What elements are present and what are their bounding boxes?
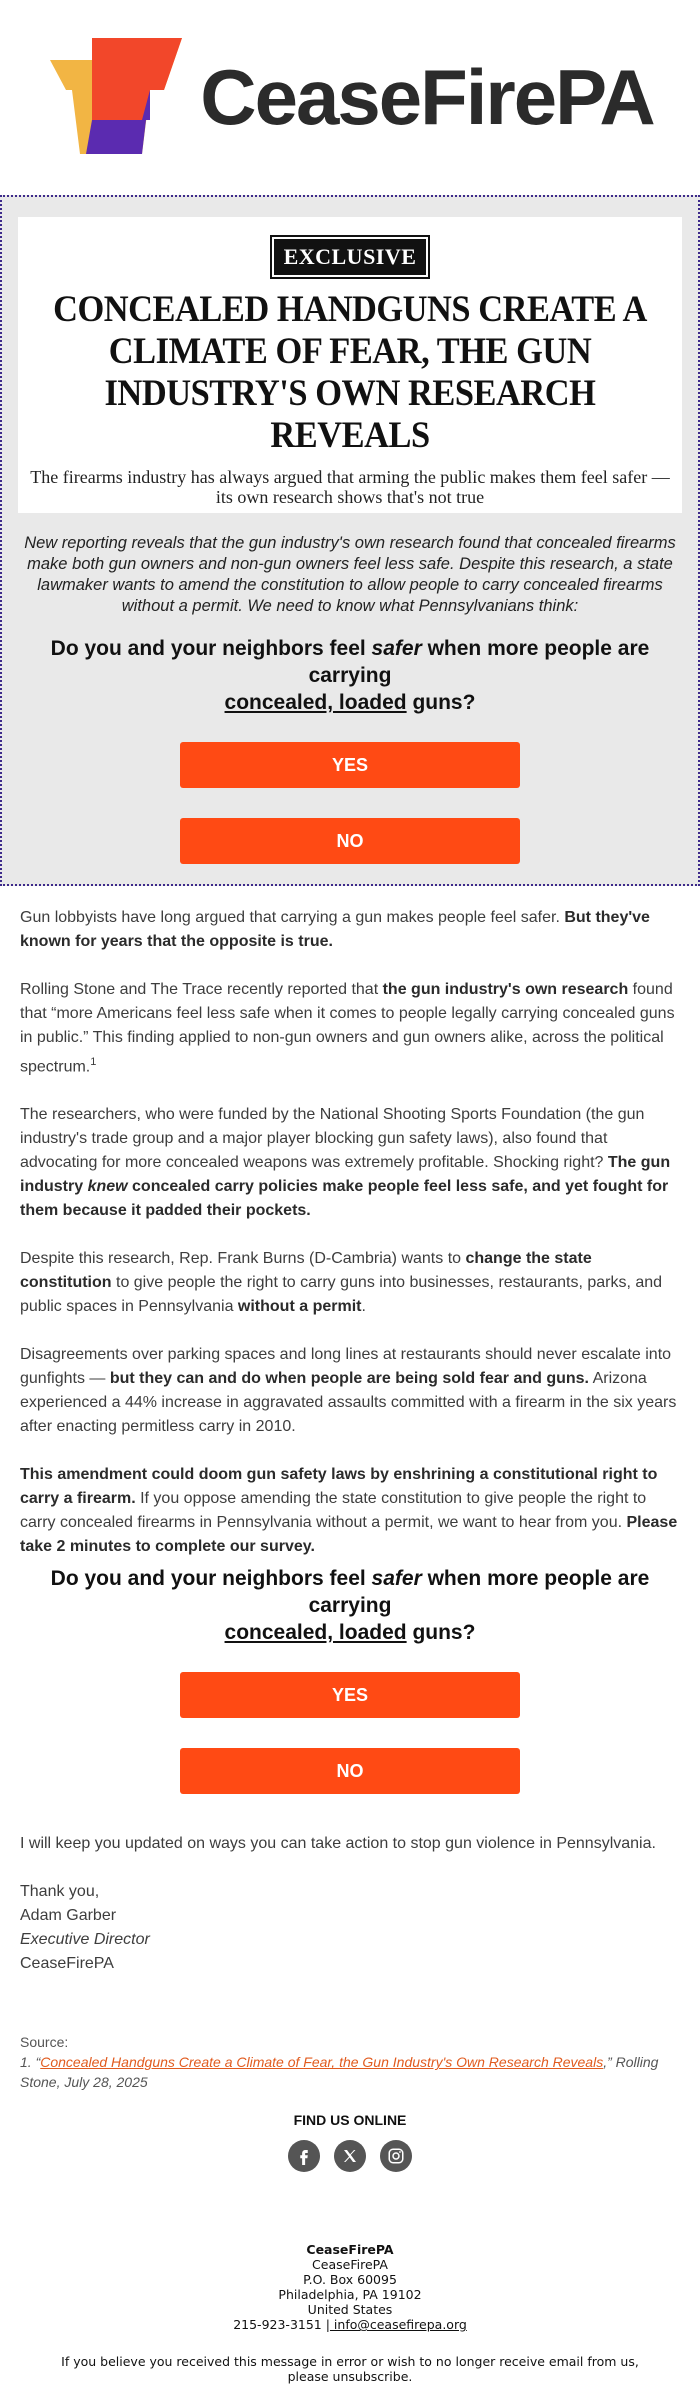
survey-question [18, 635, 682, 716]
question-text: when more people are carrying [308, 1567, 650, 1618]
source-label: Source: [20, 2034, 69, 2051]
question-safer: safer [371, 1567, 422, 1591]
sign-thanks: Thank you, [20, 1883, 100, 1901]
sign-org: CeaseFirePA [20, 1955, 114, 1973]
question-text: guns? [406, 1621, 476, 1645]
question-text: Do you and your neighbors feel [50, 1567, 372, 1591]
signature [20, 1880, 680, 1976]
footer-email-link[interactable]: info@ceasefirepa.org [329, 2317, 467, 2333]
header [0, 0, 700, 195]
survey-question-2 [20, 1565, 680, 1646]
paragraph-4: Despite this research, Rep. Frank Burns (D-Cambria) wants to change the state constitution to give people the right to carry guns into businesses, restaurants, parks, and public spaces in Pennsylvania without a permit. [20, 1250, 663, 1316]
exclusive-badge: EXCLUSIVE [274, 239, 427, 275]
paragraph-1: Gun lobbyists have long argued that carrying a gun makes people feel safer. But they've known for years that the opposite is true. [20, 909, 650, 950]
question-text: guns? [406, 691, 476, 714]
footer-line: Philadelphia, PA 19102 [278, 2287, 422, 2303]
question-text: when more people are carrying [308, 637, 650, 687]
no-button[interactable]: NO [180, 818, 520, 864]
source-rest: ,” Rolling Stone, July 28, 2025 [20, 2054, 659, 2091]
source-num: 1. “ [20, 2054, 41, 2071]
footer-address [0, 2242, 700, 2332]
hero-subhead: The firearms industry has always argued that arming the public makes them feel safer — its own research shows that's not true [30, 467, 670, 507]
paragraph-5: Disagreements over parking spaces and long lines at restaurants should never escalate into gunfights — but they can and do when people are being sold fear and guns. Arizona experienced a 44% increase in aggravated assaults committed with a firearm in the six years after enacting permitless carry in 2010. [20, 1346, 677, 1436]
footer-org-name: CeaseFirePA [306, 2242, 394, 2258]
logo-wordmark: CeaseFirePA [200, 53, 654, 141]
paragraph-6: This amendment could doom gun safety laws by enshrining a constitutional right to carry a firearm. If you oppose amending the state constitution to give people the right to carry concealed firearms in Pennsylvania without a permit, we want to hear from you. Please take 2 minutes to complete our survey. [20, 1466, 678, 1556]
footnote-ref: 1 [90, 1056, 97, 1068]
hero-headline: CONCEALED HANDGUNS CREATE A CLIMATE OF FEAR, THE GUN INDUSTRY'S OWN RESEARCH REVEALS [53, 289, 647, 456]
question-text: Do you and your neighbors feel [50, 637, 372, 660]
hero-banner[interactable] [18, 217, 682, 513]
question-concealed: concealed, loaded [224, 1621, 407, 1645]
instagram-icon[interactable] [380, 2140, 412, 2172]
sign-title: Executive Director [20, 1931, 150, 1949]
footer-contact [0, 2317, 700, 2332]
yes-button[interactable]: YES [180, 742, 520, 788]
source-note [20, 2032, 680, 2092]
email-body [0, 886, 700, 2092]
survey-box [0, 195, 700, 886]
find-us-heading: FIND US ONLINE [293, 2112, 407, 2129]
keystone-logo-icon [46, 34, 186, 162]
paragraph-3: The researchers, who were funded by the National Shooting Sports Foundation (the gun industry's trade group and a major player blocking gun safety laws), also found that advocating for more concealed weapons was extremely profitable. Shocking right? The gun industry knew concealed carry policies make people feel less safe, and yet fought for them because it padded their pockets. [20, 1106, 671, 1220]
social-links [0, 2140, 700, 2172]
no-button-2[interactable]: NO [180, 1748, 520, 1794]
sign-name: Adam Garber [20, 1907, 117, 1925]
x-icon[interactable] [334, 2140, 366, 2172]
footer-line: P.O. Box 60095 [303, 2272, 397, 2288]
logo[interactable] [46, 34, 653, 162]
paragraph-2: Rolling Stone and The Trace recently reported that the gun industry's own research found that “more Americans feel less safe when it comes to people legally carrying concealed guns in public.” This finding applied to non-gun owners and gun owners alike, across the political spectrum.$^1$ [20, 981, 675, 1076]
footer-line: CeaseFirePA [312, 2257, 388, 2273]
question-safer: safer [371, 637, 422, 660]
survey-lead: New reporting reveals that the gun industry's own research found that concealed firearms make both gun owners and non-gun owners feel less safe. Despite this research, a state lawmaker wants to amend the constitution to allow people to carry concealed firearms without a permit. We need to know what Pennsylvanians think: [24, 534, 676, 615]
facebook-icon[interactable] [288, 2140, 320, 2172]
footer-line: United States [307, 2302, 393, 2318]
unsubscribe-note[interactable]: If you believe you received this message in error or wish to no longer receive email from us, please unsubscribe. [61, 2354, 639, 2384]
question-concealed: concealed, loaded [224, 691, 407, 714]
find-us-online [0, 2112, 700, 2172]
source-link[interactable]: Concealed Handguns Create a Climate of Fear, the Gun Industry's Own Research Reveals [40, 2054, 604, 2071]
yes-button-2[interactable]: YES [180, 1672, 520, 1718]
footer-phone: 215-923-3151 | [233, 2317, 330, 2333]
update-paragraph: I will keep you updated on ways you can take action to stop gun violence in Pennsylvania. [20, 1835, 656, 1853]
